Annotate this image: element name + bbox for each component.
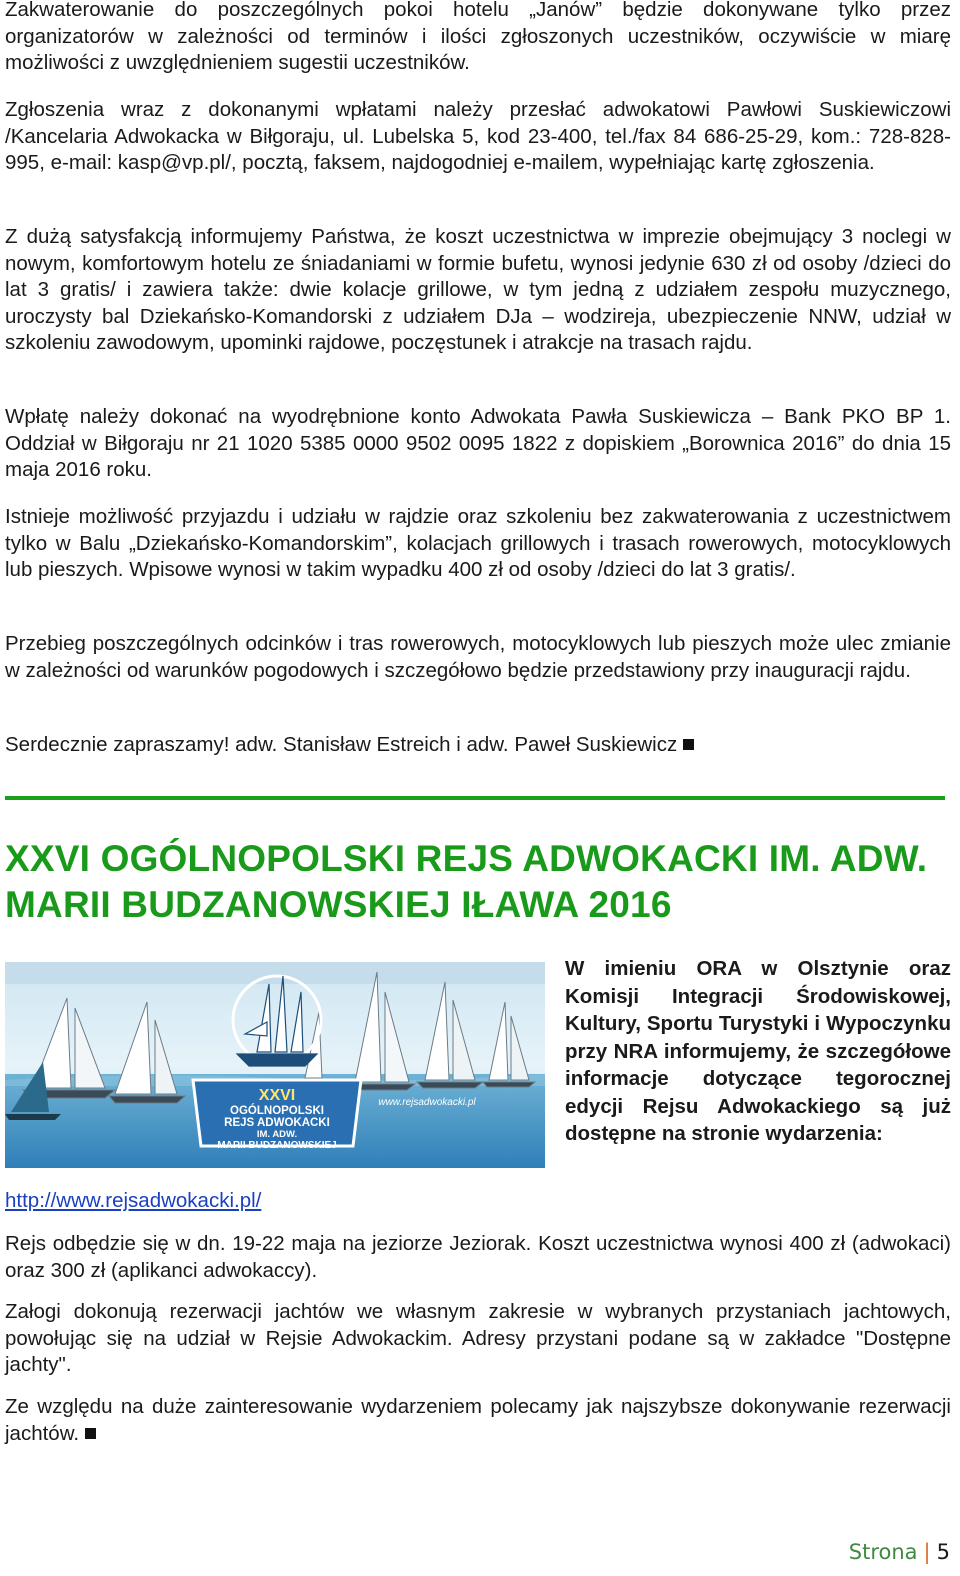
end-square-icon (683, 739, 694, 750)
banner-url-text: www.rejsadwokacki.pl (378, 1097, 476, 1108)
cruise-website-link[interactable]: http://www.rejsadwokacki.pl/ (5, 1189, 262, 1212)
badge-line-3: REJS ADWOKACKI (224, 1117, 330, 1129)
invitation-text: Serdecznie zapraszamy! adw. Stanisław Estreich i adw. Paweł Suskiewicz (5, 733, 678, 756)
paragraph-accommodation: Zakwaterowanie do poszczególnych pokoi hotelu „Janów” będzie dokonywane tylko przez organizatorów w zależności od terminów i ilości zgłoszonych uczestników, oczywiście w miarę możliwości z uwzględnieniem sugestii uczestników. (5, 0, 951, 75)
paragraph-routes: Przebieg poszczególnych odcinków i tras rowerowych, motocyklowych lub pieszych może ulec zmianie w zależności od warunków pogodowych i szczegółowo będzie przedstawiony przy inauguracji rajdu. (5, 632, 951, 682)
badge-line-4: IM. ADW. (256, 1129, 298, 1140)
footer-separator: | (923, 1540, 931, 1564)
section-divider (5, 796, 945, 800)
paragraph-payment: Wpłatę należy dokonać na wyodrębnione konto Adwokata Pawła Suskiewicza – Bank PKO BP 1. Oddział w Biłgoraju nr 21 1020 5385 0000 9502 0095 1822 z dopiskiem „Borownica 2016” do dnia 15 maja 2016 roku. (5, 405, 951, 482)
paragraph-invitation (5, 732, 951, 759)
footer-label: Strona (848, 1540, 918, 1564)
paragraph-registration: Zgłoszenia wraz z dokonanymi wpłatami należy przesłać adwokatowi Pawłowi Suskiewiczowi /Kancelaria Adwokacka w Biłgoraju, ul. Lubelska 5, kod 23-400, tel./fax 84 686-25-29, kom.: 728-828-995, e-mail: kasp@vp.pl/, pocztą, faksem, najdogodniej e-mailem, wypełniając kartę zgłoszenia. (5, 98, 951, 175)
booking-advice-text: Ze względu na duże zainteresowanie wydarzeniem polecamy jak najszybsze dokonywanie rezerwacji jachtów. (5, 1395, 951, 1445)
paragraph-cost: Z dużą satysfakcją informujemy Państwa, że koszt uczestnictwa w imprezie obejmujący 3 noclegi w nowym, komfortowym hotelu ze śniadaniami w formie bufetu, wynosi jedynie 630 zł od osoby /dzieci do lat 3 gratis/ i zawiera także: dwie kolacje grillowe, w tym jedną z udziałem zespołu muzycznego, uroczysty bal Dziekańsko-Komandorski z udziałem DJa – wodzireja, ubezpieczenie NNW, udział w szkoleniu zawodowym, upominki rajdowe, poczęstunek i atrakcje na trasach rajdu. (5, 225, 951, 355)
section-heading: XXVI OGÓLNOPOLSKI REJS ADWOKACKI IM. ADW. MARII BUDZANOWSKIEJ IŁAWA 2016 (5, 838, 928, 925)
cruise-announcement: W imieniu ORA w Olsztynie oraz Komisji Integracji Środowiskowej, Kultury, Sportu Turystyki i Wypoczynku przy NRA informujemy, że szczegółowe informacje dotyczące tegorocznej edycji Rejsu Adwokackiego są już dostępne na stronie wydarzenia: (565, 957, 951, 1145)
badge-line-2: OGÓLNOPOLSKI (230, 1105, 324, 1117)
event-badge (193, 1080, 361, 1151)
paragraph-no-accommodation: Istnieje możliwość przyjazdu i udziału w rajdzie oraz szkoleniu bez zakwaterowania z uczestnictwem tylko w Balu „Dziekańsko-Komandorskim”, kolacjach grillowych i trasach rowerowych, motocyklowych lub pieszych. Wpisowe wynosi w takim wypadku 400 zł od osoby /dzieci do lat 3 gratis/. (5, 505, 951, 582)
sailboats-illustration (5, 962, 545, 1168)
page-footer (849, 1540, 950, 1564)
paragraph-booking-advice (5, 1394, 951, 1447)
cruise-banner-image (5, 962, 545, 1168)
end-square-icon (85, 1428, 96, 1439)
badge-line-5: MARII BUDZANOWSKIEJ (217, 1140, 337, 1151)
paragraph-yacht-booking: Załogi dokonują rezerwacji jachtów we własnym zakresie w wybranych przystaniach jachtowych, powołując się na udział w Rejsie Adwokackim. Adresy przystani podane są w zakładce "Dostępne jachty". (5, 1300, 951, 1377)
paragraph-cruise-dates: Rejs odbędzie się w dn. 19-22 maja na jeziorze Jeziorak. Koszt uczestnictwa wynosi 400 zł (adwokaci) oraz 300 zł (aplikanci adwokaccy). (5, 1232, 951, 1282)
badge-numeral: XXVI (258, 1087, 296, 1104)
page-number: 5 (936, 1540, 950, 1564)
